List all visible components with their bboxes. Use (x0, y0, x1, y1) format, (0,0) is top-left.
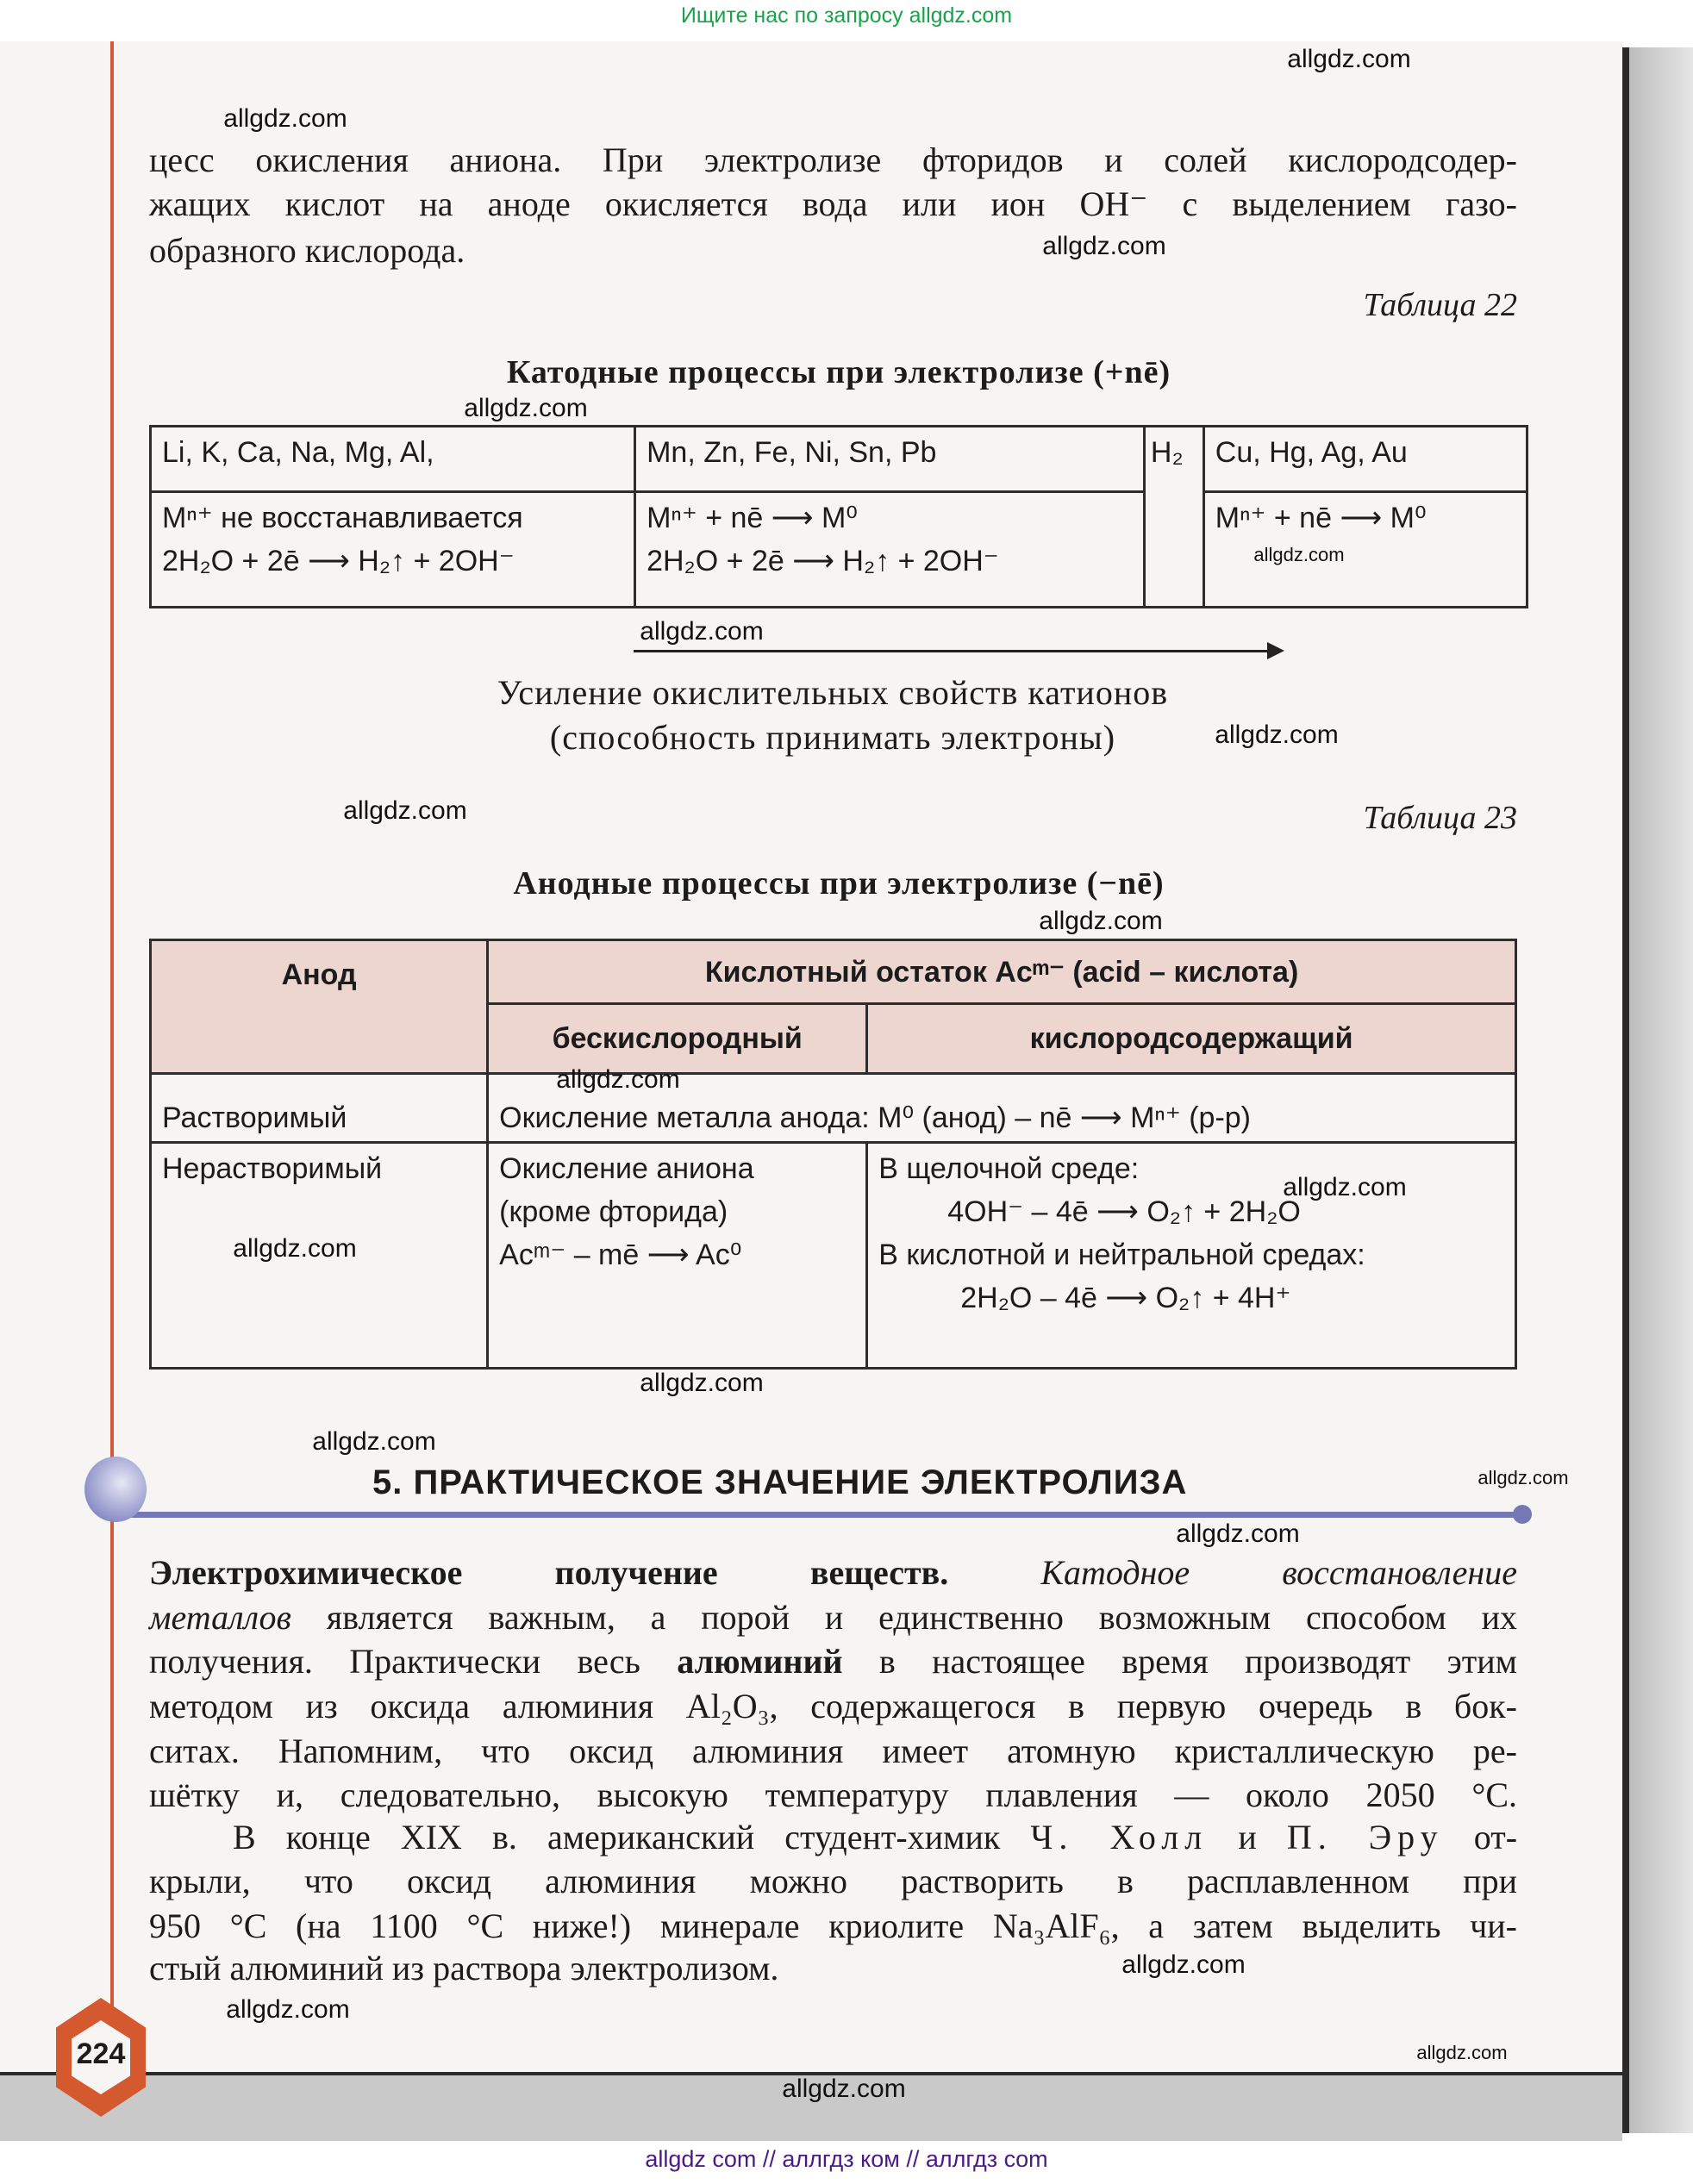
text: является важным, а порой и единственно возможным способом их (290, 1598, 1517, 1637)
text: В щелочной среде: (878, 1152, 1140, 1185)
section-rule (116, 1512, 1521, 1518)
body-line (149, 1641, 1517, 1682)
equation: 2H₂O – 4ē ⟶ O₂↑ + 4H⁺ (960, 1282, 1291, 1314)
equation: 4OH⁻ – 4ē ⟶ O₂↑ + 2H₂O (947, 1195, 1301, 1228)
header-oxygen-free: бескислородный (488, 1004, 867, 1074)
text: от- (1443, 1818, 1518, 1856)
watermark: allgdz.com (640, 617, 764, 646)
watermark: allgdz.com (226, 1995, 350, 2024)
row-label-soluble: Растворимый (151, 1074, 488, 1143)
body-line: шётку и, следовательно, высокую температуру плавления — около 2050 °С. (149, 1775, 1517, 1814)
trend-sublabel: (способность принимать электроны) (549, 718, 1116, 757)
body-line (149, 1552, 1517, 1594)
intro-line: цесс окисления аниона. При электролизе фторидов и солей кислородсодер- (149, 140, 1517, 179)
person-name: П. Эру (1286, 1818, 1444, 1856)
watermark: allgdz.com (312, 1427, 436, 1456)
body-line: крыли, что оксид алюминия можно растворить в расплавленном при (149, 1862, 1517, 1900)
cell-medium-process (635, 492, 1145, 608)
header-acid-residue: Кислотный остаток Acᵐ⁻ (acid – кислота) (488, 940, 1516, 1004)
equation: 2H₂O + 2ē ⟶ H₂↑ + 2OH⁻ (647, 545, 999, 577)
body-line: 950 °С (на 1100 °С ниже!) минерале криолите Na₃AlF₆, а затем выделить чи- (149, 1906, 1517, 1945)
watermark: allgdz.com (233, 1234, 357, 1263)
trend-label: Усиление окислительных свойств катионов (497, 673, 1169, 712)
watermark: allgdz.com (1039, 907, 1163, 935)
text: в настоящее время производят этим (842, 1642, 1517, 1681)
watermark: allgdz.com (1416, 2042, 1508, 2063)
bold-term: Электрохимическое получение веществ. (149, 1553, 949, 1592)
equation: Acᵐ⁻ – mē ⟶ Ac⁰ (499, 1239, 742, 1271)
arrow-right-icon (1267, 642, 1284, 659)
cell-inactive-process (1203, 492, 1527, 608)
top-banner[interactable]: Ищите нас по запросу allgdz.com (680, 3, 1013, 28)
text: (кроме фторида) (499, 1195, 728, 1228)
intro-line: образного кислорода. (149, 231, 465, 270)
watermark: allgdz.com (1287, 45, 1411, 73)
cell-inactive-metals: Cu, Hg, Ag, Au (1203, 427, 1527, 492)
text: Окисление аниона (499, 1152, 754, 1185)
italic-term: металлов (149, 1598, 291, 1637)
next-page-strip (1629, 47, 1693, 2133)
table23-title: Анодные процессы при электролизе (−nē) (513, 865, 1165, 902)
insoluble-oxygen (867, 1143, 1516, 1369)
trend-arrow (634, 650, 1271, 652)
section-rule-end (1513, 1505, 1532, 1524)
section-bullet-icon (84, 1457, 147, 1522)
header-oxygen-containing: кислородсодержащий (867, 1004, 1516, 1074)
header-anode: Анод (151, 940, 488, 1074)
cell-hydrogen: H₂ (1144, 427, 1203, 608)
table23-caption: Таблица 23 (1363, 800, 1517, 836)
text: получения. Практически весь (149, 1642, 678, 1681)
italic-term: Катодное восстановление (1040, 1553, 1518, 1592)
margin-rule (110, 41, 114, 2015)
body-line: методом из оксида алюминия Al₂O₃, содержащегося в первую очередь в бок- (149, 1687, 1517, 1725)
section-title: 5. ПРАКТИЧЕСКОЕ ЗНАЧЕНИЕ ЭЛЕКТРОЛИЗА (372, 1463, 1188, 1501)
soluble-process: Окисление металла анода: M⁰ (анод) – nē ⟶ Mⁿ⁺ (р-р) (488, 1074, 1516, 1143)
body-line (233, 1817, 1517, 1858)
person-name: Ч. Холл (1030, 1818, 1209, 1856)
page-edge (1622, 47, 1629, 2133)
body-line: стый алюминий из раствора электролизом. (149, 1949, 779, 1987)
watermark: allgdz.com (1121, 1950, 1246, 1979)
table22-title: Катодные процессы при электролизе (+nē) (506, 354, 1171, 390)
watermark: allgdz.com (782, 2075, 906, 2103)
insoluble-oxygen-free (488, 1143, 867, 1369)
watermark: allgdz.com (343, 796, 467, 825)
body-line (149, 1597, 1517, 1638)
row-label-insoluble: Нерастворимый (151, 1143, 488, 1369)
watermark: allgdz.com (1283, 1173, 1407, 1201)
footer-links[interactable]: allgdz com // аллгдз ком // аллгдз com (645, 2146, 1048, 2172)
watermark: allgdz.com (1253, 544, 1345, 565)
cell-medium-metals: Mn, Zn, Fe, Ni, Sn, Pb (635, 427, 1145, 492)
watermark: allgdz.com (464, 394, 588, 422)
text: В конце XIX в. американский студент-химик (233, 1818, 1031, 1856)
page-number: 224 (76, 2037, 126, 2070)
equation: Mⁿ⁺ + nē ⟶ M⁰ (1215, 502, 1427, 534)
anode-processes-table (149, 939, 1517, 1370)
equation: Mⁿ⁺ не восстанавливается (162, 502, 523, 534)
table22-caption: Таблица 22 (1363, 287, 1517, 323)
watermark: allgdz.com (1477, 1467, 1569, 1488)
text: В кислотной и нейтральной средах: (878, 1239, 1365, 1271)
watermark: allgdz.com (640, 1369, 764, 1397)
intro-line: жащих кислот на аноде окисляется вода или ион OH⁻ с выделением газо- (149, 184, 1517, 223)
cell-active-metals: Li, K, Ca, Na, Mg, Al, (151, 427, 635, 492)
watermark: allgdz.com (556, 1065, 680, 1094)
equation: Mⁿ⁺ + nē ⟶ M⁰ (647, 502, 858, 534)
cell-active-process (151, 492, 635, 608)
equation: 2H₂O + 2ē ⟶ H₂↑ + 2OH⁻ (162, 545, 515, 577)
body-line: ситах. Напомним, что оксид алюминия имеет атомную кристаллическую ре- (149, 1732, 1517, 1770)
text: и (1208, 1818, 1287, 1856)
bold-term: алюминий (677, 1642, 843, 1681)
watermark: allgdz.com (223, 104, 347, 133)
cathode-processes-table (149, 425, 1528, 608)
watermark: allgdz.com (1215, 721, 1339, 749)
watermark: allgdz.com (1176, 1519, 1300, 1548)
watermark: allgdz.com (1042, 232, 1166, 260)
